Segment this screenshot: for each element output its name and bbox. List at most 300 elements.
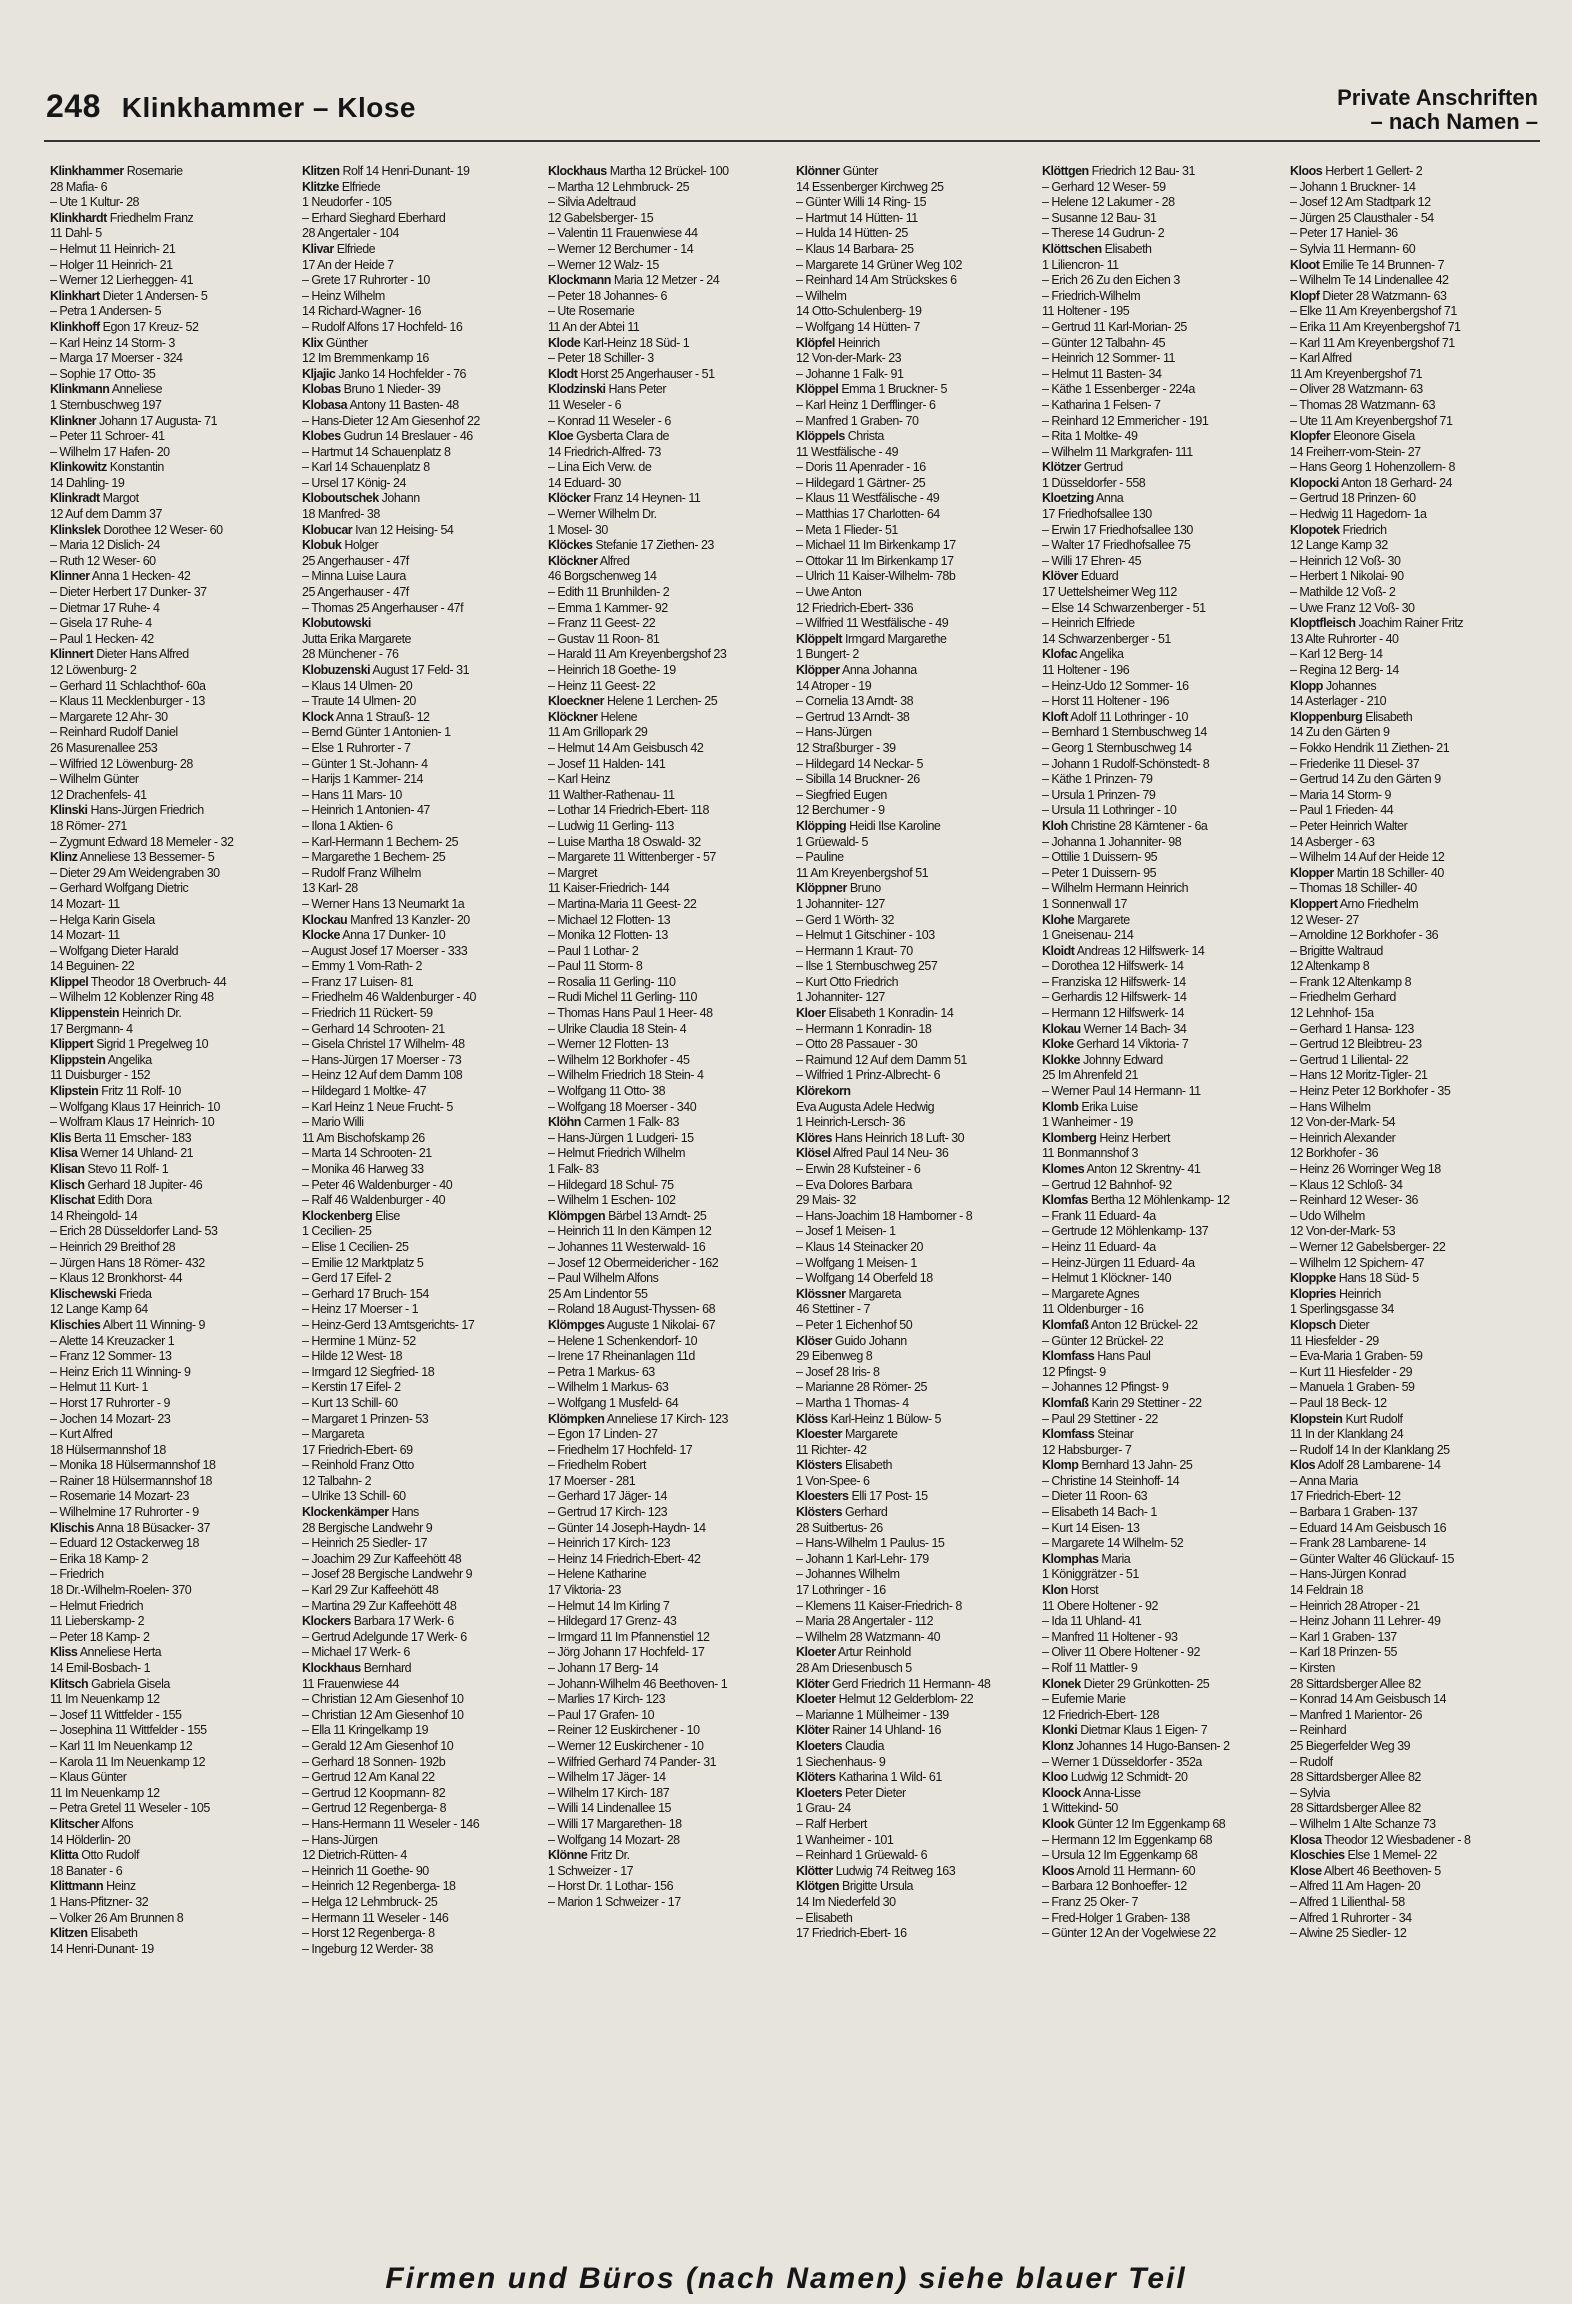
entry-details: – Hans 12 Moritz-Tigler- 21: [1290, 1068, 1428, 1083]
entry-details: Johannes 14 Hugo-Bansen- 2: [1076, 1738, 1230, 1753]
directory-entry: [302, 1864, 546, 1880]
directory-entry: [796, 1458, 1040, 1474]
directory-entry: [548, 694, 792, 710]
entry-details: – Käthe 1 Essenberger - 224a: [1042, 382, 1195, 397]
entry-details: 17 Viktoria- 23: [548, 1583, 621, 1598]
entry-details: – Ida 11 Uhland- 41: [1042, 1614, 1142, 1629]
entry-details: Herbert 1 Gellert- 2: [1325, 164, 1423, 178]
directory-entry: [548, 959, 792, 975]
directory-entry: [1042, 398, 1286, 414]
entry-details: 46 Borgschenweg 14: [548, 569, 657, 584]
directory-entry: [796, 1489, 1040, 1505]
directory-entry: [548, 585, 792, 601]
entry-details: – Karl 1 Graben- 137: [1290, 1629, 1397, 1644]
entry-details: – Werner 12 Gabelsberger- 22: [1290, 1239, 1446, 1254]
surname: Klöttgen: [1042, 164, 1089, 178]
directory-entry: [302, 1240, 546, 1256]
directory-entry: [1290, 164, 1534, 180]
directory-entry: [1042, 1162, 1286, 1178]
surname: Klippstein: [50, 1052, 106, 1067]
entry-details: – Manfred 1 Marientor- 26: [1290, 1707, 1423, 1722]
entry-details: Werner 14 Uhland- 21: [80, 1146, 194, 1161]
entry-details: – Friedhelm 46 Waldenburger - 40: [302, 990, 476, 1005]
surname: Klockhaus: [302, 1661, 361, 1675]
directory-entry: [1290, 819, 1534, 835]
entry-details: Eduard: [1080, 569, 1119, 584]
directory-entry: [302, 1567, 546, 1583]
directory-entry: [1290, 569, 1534, 585]
header-rule: [44, 140, 1540, 142]
directory-entry: [1042, 1536, 1286, 1552]
entry-details: – Emma 1 Kammer- 92: [548, 600, 668, 615]
entry-details: – Peter Heinrich Walter: [1290, 818, 1408, 833]
directory-entry: [302, 1677, 546, 1693]
directory-entry: [50, 304, 294, 320]
directory-entry: [796, 398, 1040, 414]
directory-entry: [796, 351, 1040, 367]
directory-entry: [50, 1723, 294, 1739]
directory-entry: [548, 398, 792, 414]
surname: Kloke: [1042, 1037, 1074, 1052]
entry-details: – Dorothea 12 Hilfswerk- 14: [1042, 959, 1184, 974]
directory-entry: [1042, 944, 1286, 960]
directory-entry: [1290, 1131, 1534, 1147]
directory-entry: [796, 663, 1040, 679]
directory-entry: [548, 1100, 792, 1116]
entry-details: Dieter: [1338, 1317, 1370, 1332]
entry-details: 1 Hans-Pfitzner- 32: [50, 1894, 149, 1909]
entry-details: – Josef 28 Bergische Landwehr 9: [302, 1567, 473, 1582]
directory-entry: [796, 1100, 1040, 1116]
entry-details: – Bernd Günter 1 Antonien- 1: [302, 725, 451, 740]
entry-details: Heinz: [106, 1879, 136, 1894]
entry-details: 17 An der Heide 7: [302, 257, 394, 272]
entry-details: – Gerhard 1 Hansa- 123: [1290, 1021, 1414, 1036]
section-subtitle: – nach Namen –: [1370, 109, 1538, 134]
directory-entry: [1042, 772, 1286, 788]
directory-entry: [50, 1380, 294, 1396]
directory-entry: [796, 710, 1040, 726]
directory-entry: [50, 164, 294, 180]
directory-entry: [1042, 1505, 1286, 1521]
entry-details: – Heinrich 11 In den Kämpen 12: [548, 1224, 712, 1239]
entry-details: Erika Luise: [1081, 1099, 1138, 1114]
entry-details: Angelika: [107, 1052, 152, 1067]
entry-details: – Rosemarie 14 Mozart- 23: [50, 1489, 189, 1504]
directory-entry: [1290, 491, 1534, 507]
directory-entry: [302, 351, 546, 367]
entry-details: 12 Talbahn- 2: [302, 1473, 372, 1488]
listing-column-1: [50, 164, 294, 2184]
entry-details: – Hans-Jürgen: [796, 725, 872, 740]
directory-entry: [1290, 398, 1534, 414]
surname: Klöckner: [548, 553, 598, 568]
entry-details: – Werner 1 Düsseldorfer - 352a: [1042, 1754, 1202, 1769]
entry-details: Alfred: [599, 553, 630, 568]
entry-details: – Gerhard 12 Weser- 59: [1042, 179, 1166, 194]
surname: Kloschies: [1290, 1848, 1345, 1863]
entry-details: 11 Am Grillopark 29: [548, 725, 648, 740]
directory-entry: [548, 1053, 792, 1069]
entry-details: 1 Gneisenau- 214: [1042, 928, 1134, 943]
directory-entry: [1290, 679, 1534, 695]
directory-entry: [302, 1380, 546, 1396]
surname: Klötter: [796, 1863, 833, 1878]
entry-details: – Willi 17 Margarethen- 18: [548, 1816, 682, 1831]
surname: Klopstein: [1290, 1411, 1343, 1426]
entry-details: – Franziska 12 Hilfswerk- 14: [1042, 974, 1186, 989]
entry-details: – Konrad 11 Weseler - 6: [548, 413, 671, 428]
entry-details: – Ursula 12 Im Eggenkamp 68: [1042, 1848, 1198, 1863]
listing-column-3: [548, 164, 792, 2184]
directory-entry: [1290, 928, 1534, 944]
entry-details: Heinrich Dr.: [122, 1006, 182, 1021]
directory-entry: [1042, 1053, 1286, 1069]
entry-details: – Karl 12 Berg- 14: [1290, 647, 1383, 662]
directory-entry: [50, 694, 294, 710]
entry-details: 11 Kaiser-Friedrich- 144: [548, 881, 670, 896]
directory-entry: [548, 757, 792, 773]
directory-entry: [302, 1022, 546, 1038]
entry-details: – Heinrich 25 Siedler- 17: [302, 1536, 428, 1551]
directory-entry: [1290, 1193, 1534, 1209]
directory-entry: [302, 835, 546, 851]
entry-details: – Ingeburg 12 Werder- 38: [302, 1941, 433, 1956]
entry-details: – Regina 12 Berg- 14: [1290, 663, 1399, 677]
directory-entry: [1290, 1521, 1534, 1537]
directory-entry: [1290, 538, 1534, 554]
entry-details: 11 Am Kreyenbergshof 71: [1290, 366, 1423, 381]
entry-details: – Werner 12 Lierheggen- 41: [50, 273, 194, 288]
entry-details: – Sophie 17 Otto- 35: [50, 366, 156, 381]
directory-entry: [548, 1489, 792, 1505]
surname: Klömpken: [548, 1411, 605, 1426]
entry-details: – Gertrud 12 Bahnhof- 92: [1042, 1177, 1172, 1192]
entry-details: Peter Dieter: [845, 1785, 906, 1800]
surname: Kloptfleisch: [1290, 616, 1356, 631]
entry-details: Elisabeth: [90, 1926, 138, 1941]
surname: Klockhaus: [548, 164, 607, 178]
directory-entry: [1042, 554, 1286, 570]
directory-entry: [1042, 320, 1286, 336]
directory-entry: [1042, 1583, 1286, 1599]
entry-details: – Rudolf 14 In der Klanklang 25: [1290, 1442, 1450, 1457]
directory-entry: [1042, 1037, 1286, 1053]
entry-details: Else 1 Memel- 22: [1347, 1848, 1437, 1863]
directory-entry: [548, 1224, 792, 1240]
entry-details: 14 Asberger - 63: [1290, 834, 1375, 849]
directory-entry: [1042, 710, 1286, 726]
entry-details: – Gertrud 14 Zu den Gärten 9: [1290, 772, 1441, 787]
entry-details: – Gustav 11 Roon- 81: [548, 631, 660, 646]
directory-entry: [50, 725, 294, 741]
entry-details: – Johann 1 Rudolf-Schönstedt- 8: [1042, 756, 1210, 771]
directory-entry: [1290, 585, 1534, 601]
directory-entry: [548, 1786, 792, 1802]
entry-details: – Traute 14 Ulmen- 20: [302, 694, 416, 709]
directory-entry: [1290, 320, 1534, 336]
directory-entry: [50, 1365, 294, 1381]
entry-details: 14 Richard-Wagner- 16: [302, 304, 421, 319]
directory-entry: [1042, 351, 1286, 367]
entry-details: – Klaus 14 Barbara- 25: [796, 241, 914, 256]
surname: Klokau: [1042, 1021, 1081, 1036]
surname: Klopsch: [1290, 1317, 1336, 1332]
directory-entry: [1042, 1193, 1286, 1209]
directory-entry: [50, 351, 294, 367]
entry-details: – Wolfgang 1 Meisen- 1: [796, 1255, 917, 1270]
directory-entry: [302, 367, 546, 383]
surname: Klockmann: [548, 273, 611, 288]
entry-details: 28 Sittardsberger Allee 82: [1290, 1676, 1421, 1691]
entry-details: 12 Borkhofer - 36: [1290, 1146, 1379, 1161]
directory-entry: [1290, 1037, 1534, 1053]
directory-entry: [548, 1536, 792, 1552]
entry-details: – Wilhelm 14 Auf der Heide 12: [1290, 850, 1445, 865]
entry-details: Maria: [1101, 1551, 1131, 1566]
entry-details: – Dietmar 17 Ruhe- 4: [50, 600, 160, 615]
directory-entry: [50, 273, 294, 289]
directory-entry: [1042, 242, 1286, 258]
directory-entry: [796, 460, 1040, 476]
entry-details: – Helene 1 Schenkendorf- 10: [548, 1333, 698, 1348]
entry-details: – Wolfgang 14 Hütten- 7: [796, 319, 920, 334]
entry-details: – Margarete 14 Grüner Weg 102: [796, 257, 962, 272]
directory-entry: [548, 1645, 792, 1661]
directory-entry: [302, 1302, 546, 1318]
entry-details: – Ilona 1 Aktien- 6: [302, 818, 393, 833]
entry-details: Ludwig 12 Schmidt- 20: [1070, 1770, 1188, 1785]
directory-entry: [1290, 1287, 1534, 1303]
surname: Kloe: [548, 429, 574, 444]
surname: Kloppert: [1290, 896, 1338, 911]
entry-details: – Thomas 28 Watzmann- 63: [1290, 397, 1436, 412]
surname: Klinkmann: [50, 382, 110, 397]
entry-details: – Minna Luise Laura: [302, 569, 406, 584]
directory-entry: [1290, 1739, 1534, 1755]
directory-entry: [302, 1786, 546, 1802]
entry-details: – Emmy 1 Vom-Rath- 2: [302, 959, 422, 974]
entry-details: Edith Dora: [97, 1193, 152, 1208]
entry-details: 25 Angerhauser - 47f: [302, 553, 409, 568]
directory-entry: [548, 663, 792, 679]
entry-details: Stefanie 17 Ziethen- 23: [595, 538, 714, 553]
entry-details: Günter: [842, 164, 878, 178]
surname: Klobasa: [302, 397, 348, 412]
directory-entry: [1042, 1879, 1286, 1895]
entry-details: 12 Von-der-Mark- 53: [1290, 1224, 1396, 1239]
surname: Klinkhammer: [50, 164, 124, 178]
directory-entry: [50, 585, 294, 601]
entry-details: 12 Löwenburg- 2: [50, 663, 137, 677]
surname: Klonz: [1042, 1738, 1074, 1753]
entry-details: – Hermann 12 Hilfswerk- 14: [1042, 1006, 1184, 1021]
directory-entry: [1042, 1864, 1286, 1880]
directory-entry: [548, 1801, 792, 1817]
directory-entry: [796, 1318, 1040, 1334]
surname: Klippel: [50, 974, 89, 989]
directory-entry: [1042, 819, 1286, 835]
surname: Klitta: [50, 1848, 79, 1863]
directory-entry: [1042, 414, 1286, 430]
directory-entry: [796, 1209, 1040, 1225]
directory-entry: [1290, 1302, 1534, 1318]
entry-details: – Werner 12 Flotten- 13: [548, 1037, 669, 1052]
entry-details: – Jörg Johann 17 Hochfeld- 17: [548, 1645, 705, 1660]
directory-entry: [796, 928, 1040, 944]
entry-details: – Otto 28 Passauer - 30: [796, 1037, 918, 1052]
surname: Klomfass: [1042, 1427, 1095, 1442]
surname: Klos: [1290, 1458, 1316, 1473]
entry-details: – Heinz Johann 11 Lehrer- 49: [1290, 1614, 1441, 1629]
entry-details: – Gertrud 12 Bleibtreu- 23: [1290, 1037, 1422, 1052]
directory-entry: [50, 1848, 294, 1864]
surname: Klodzinski: [548, 382, 606, 397]
entry-details: – Frank 11 Eduard- 4a: [1042, 1208, 1156, 1223]
entry-details: – Helmut Friedrich Wilhelm: [548, 1146, 686, 1161]
directory-entry: [1290, 1770, 1534, 1786]
entry-details: Bruno: [849, 881, 881, 896]
directory-entry: [548, 928, 792, 944]
directory-entry: [548, 1349, 792, 1365]
surname: Klinkradt: [50, 491, 100, 506]
entry-details: Anton 18 Gerhard- 24: [1341, 475, 1453, 490]
directory-entry: [302, 1224, 546, 1240]
directory-entry: [796, 1614, 1040, 1630]
directory-entry: [302, 1926, 546, 1942]
entry-details: – Wolfram Klaus 17 Heinrich- 10: [50, 1115, 215, 1130]
directory-entry: [548, 1162, 792, 1178]
directory-entry: [50, 990, 294, 1006]
entry-details: Adolf 28 Lambarene- 14: [1317, 1458, 1441, 1473]
entry-details: 17 Bergmann- 4: [50, 1021, 133, 1036]
entry-details: Gerd Friedrich 11 Hermann- 48: [832, 1676, 991, 1691]
entry-details: – Wilfried 12 Löwenburg- 28: [50, 756, 193, 771]
entry-details: – Klemens 11 Kaiser-Friedrich- 8: [796, 1598, 962, 1613]
directory-entry: [796, 1723, 1040, 1739]
entry-details: Margarete: [1077, 912, 1130, 927]
directory-entry: [50, 382, 294, 398]
directory-entry: [548, 1739, 792, 1755]
directory-entry: [302, 647, 546, 663]
entry-details: – Helmut 14 Am Geisbusch 42: [548, 740, 704, 755]
entry-details: 11 Holtener - 196: [1042, 663, 1130, 677]
directory-entry: [302, 1256, 546, 1272]
surname: Klöpfel: [796, 335, 835, 350]
directory-entry: [302, 1848, 546, 1864]
directory-entry: [796, 1645, 1040, 1661]
entry-details: – Egon 17 Linden- 27: [548, 1427, 658, 1442]
directory-entry: [796, 1755, 1040, 1771]
directory-entry: [548, 554, 792, 570]
directory-entry: [548, 211, 792, 227]
entry-details: 17 Uettelsheimer Weg 112: [1042, 585, 1177, 600]
entry-details: Anna 1 Strauß- 12: [335, 709, 430, 724]
entry-details: Franz 14 Heynen- 11: [593, 491, 701, 506]
entry-details: – Ulrich 11 Kaiser-Wilhelm- 78b: [796, 569, 956, 584]
entry-details: – Hans-Jürgen: [302, 1832, 378, 1847]
directory-entry: [1290, 1006, 1534, 1022]
directory-entry: [1290, 367, 1534, 383]
entry-details: – Wilhelm Friedrich 18 Stein- 4: [548, 1068, 704, 1083]
directory-entry: [796, 1115, 1040, 1131]
directory-entry: [1042, 1833, 1286, 1849]
directory-entry: [1290, 1848, 1534, 1864]
directory-entry: [1290, 1256, 1534, 1272]
entry-details: 14 Feldrain 18: [1290, 1583, 1363, 1598]
directory-entry: [302, 679, 546, 695]
directory-entry: [1042, 460, 1286, 476]
surname: Klockenkämper: [302, 1505, 389, 1520]
directory-entry: [1042, 647, 1286, 663]
directory-entry: [796, 1786, 1040, 1802]
entry-details: – Friederike 11 Diesel- 37: [1290, 756, 1420, 771]
directory-entry: [548, 616, 792, 632]
entry-details: – Mario Willi: [302, 1115, 364, 1130]
directory-entry: [1290, 1708, 1534, 1724]
directory-entry: [548, 351, 792, 367]
directory-entry: [302, 1817, 546, 1833]
directory-entry: [548, 803, 792, 819]
directory-entry: [302, 866, 546, 882]
entry-details: – Rudolf Alfons 17 Hochfeld- 16: [302, 319, 463, 334]
entry-details: 1 Bungert- 2: [796, 647, 859, 662]
directory-entry: [548, 1287, 792, 1303]
entry-details: 11 Frauenwiese 44: [302, 1676, 399, 1691]
directory-entry: [1042, 1755, 1286, 1771]
entry-details: 26 Masurenallee 253: [50, 740, 158, 755]
directory-entry: [302, 1692, 546, 1708]
directory-entry: [548, 725, 792, 741]
directory-entry: [302, 1162, 546, 1178]
directory-entry: [548, 367, 792, 383]
directory-entry: [548, 1037, 792, 1053]
surname: Klose: [1290, 1863, 1322, 1878]
surname: Klöss: [796, 1411, 828, 1426]
directory-entry: [548, 242, 792, 258]
directory-entry: [302, 1895, 546, 1911]
directory-entry: [1290, 180, 1534, 196]
directory-entry: [50, 632, 294, 648]
entry-details: – Anna Maria: [1290, 1473, 1358, 1488]
entry-details: – Arnoldine 12 Borkhofer - 36: [1290, 928, 1439, 943]
entry-details: Albert 11 Winning- 9: [102, 1317, 206, 1332]
directory-entry: [548, 1817, 792, 1833]
entry-details: – Joachim 29 Zur Kaffeehött 48: [302, 1551, 462, 1566]
directory-entry: [548, 273, 792, 289]
entry-details: Rolf 14 Henri-Dunant- 19: [342, 164, 470, 178]
entry-details: Johnny Edward: [1082, 1052, 1163, 1067]
entry-details: 14 Asterlager - 210: [1290, 694, 1387, 709]
directory-entry: [302, 819, 546, 835]
entry-details: – Dieter 29 Am Weidengraben 30: [50, 865, 220, 880]
entry-details: – Klaus 12 Schloß- 34: [1290, 1177, 1403, 1192]
directory-entry: [50, 1521, 294, 1537]
directory-entry: [50, 1084, 294, 1100]
directory-entry: [302, 1489, 546, 1505]
entry-details: Angelika: [1079, 647, 1124, 662]
directory-entry: [548, 523, 792, 539]
directory-entry: [1042, 1380, 1286, 1396]
entry-details: Gysberta Clara de: [576, 429, 670, 444]
directory-entry: [50, 1146, 294, 1162]
entry-details: Fritz 11 Rolf- 10: [101, 1084, 181, 1099]
entry-details: 12 Weser- 27: [1290, 912, 1359, 927]
directory-entry: [302, 1739, 546, 1755]
listing-column-6: [1290, 164, 1534, 2184]
surname: Klonki: [1042, 1723, 1078, 1738]
entry-details: – Kurt 13 Schill- 60: [302, 1395, 398, 1410]
